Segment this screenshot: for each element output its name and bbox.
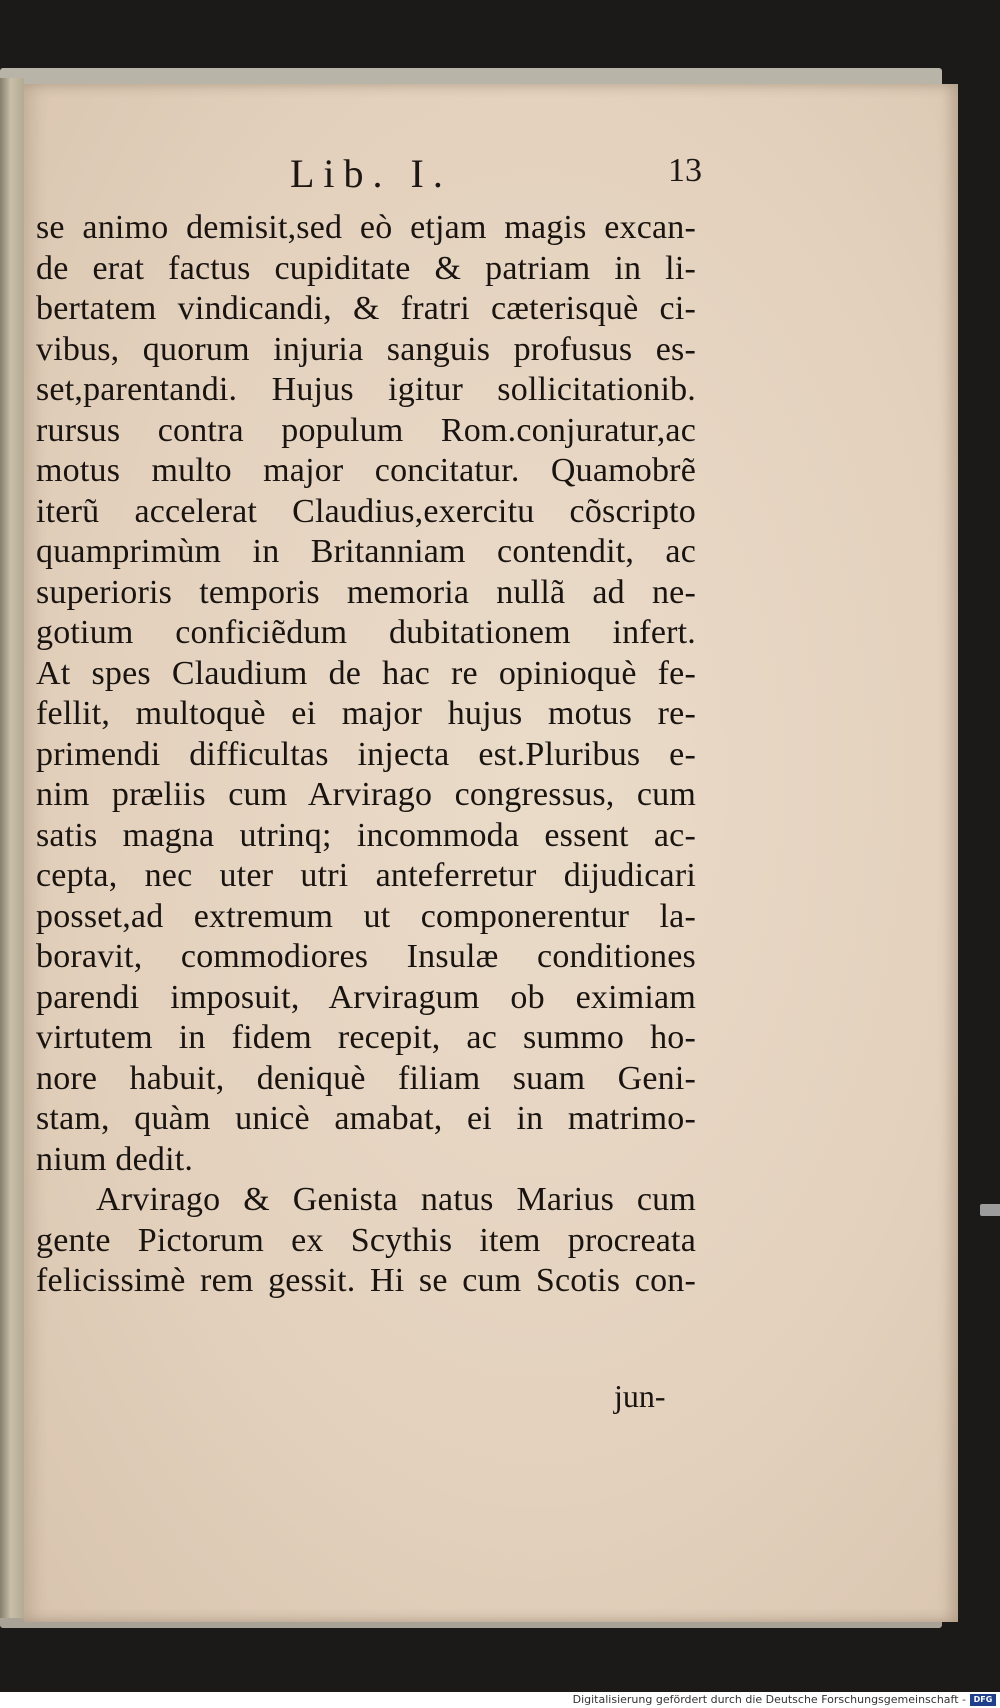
body-text bbox=[36, 208, 696, 1302]
text-line: quamprimùm in Britanniam contendit, ac bbox=[36, 533, 696, 570]
text-line: virtutem in fidem recepit, ac summo ho- bbox=[36, 1019, 696, 1056]
text-line: nim præliis cum Arvirago congressus, cum bbox=[36, 776, 696, 813]
text-line: iterũ accelerat Claudius,exercitu cõscripto bbox=[36, 492, 696, 530]
text-line: felicissimè rem gessit. Hi se cum Scotis con- bbox=[36, 1262, 696, 1299]
text-line: rursus contra populum Rom.conjuratur,ac bbox=[36, 411, 696, 449]
edge-marker bbox=[980, 1204, 1000, 1216]
text-line: posset,ad extremum ut componerentur la- bbox=[36, 897, 696, 935]
text-line: primendi difficultas injecta est.Pluribus e- bbox=[36, 735, 696, 773]
text-line: vibus, quorum injuria sanguis profusus es- bbox=[36, 330, 696, 368]
text-line: satis magna utrinq; incommoda essent ac- bbox=[36, 816, 696, 854]
text-line: motus multo major concitatur. Quamobrẽ bbox=[36, 452, 696, 489]
text-line: At spes Claudium de hac re opinioquè fe- bbox=[36, 654, 696, 692]
text-line: cepta, nec uter utri anteferretur dijudicari bbox=[36, 857, 696, 894]
text-line: fellit, multoquè ei major hujus motus re- bbox=[36, 695, 696, 732]
text-line: parendi imposuit, Arviragum ob eximiam bbox=[36, 978, 696, 1016]
footer-credit: Digitalisierung gefördert durch die Deutsche Forschungsgemeinschaft - bbox=[572, 1693, 966, 1706]
text-line: se animo demisit,sed eò etjam magis excan- bbox=[36, 209, 696, 246]
text-line: bertatem vindicandi, & fratri cæterisquè ci- bbox=[36, 290, 696, 327]
text-line: de erat factus cupiditate & patriam in li- bbox=[36, 249, 696, 287]
text-line: boravit, commodiores Insulæ conditiones bbox=[36, 938, 696, 975]
footer-bar bbox=[0, 1692, 1000, 1708]
text-line: set,parentandi. Hujus igitur sollicitationib. bbox=[36, 371, 696, 408]
page-header bbox=[0, 150, 1000, 198]
text-line: nium dedit. bbox=[36, 1140, 194, 1178]
page-number: 13 bbox=[668, 152, 702, 189]
text-line: superioris temporis memoria nullã ad ne- bbox=[36, 573, 696, 611]
catchword: jun- bbox=[614, 1378, 666, 1414]
text-line: stam, quàm unicè amabat, ei in matrimo- bbox=[36, 1100, 696, 1137]
running-head: Lib. I. bbox=[290, 151, 452, 196]
text-line: Arvirago & Genista natus Marius cum bbox=[96, 1181, 696, 1218]
page-gutter-edge bbox=[0, 78, 24, 1618]
text-line: gotium conficiẽdum dubitationem infert. bbox=[36, 614, 696, 651]
text-line: nore habuit, deniquè filiam suam Geni- bbox=[36, 1059, 696, 1097]
text-line: gente Pictorum ex Scythis item procreata bbox=[36, 1221, 696, 1259]
dfg-logo: DFG bbox=[970, 1694, 996, 1706]
